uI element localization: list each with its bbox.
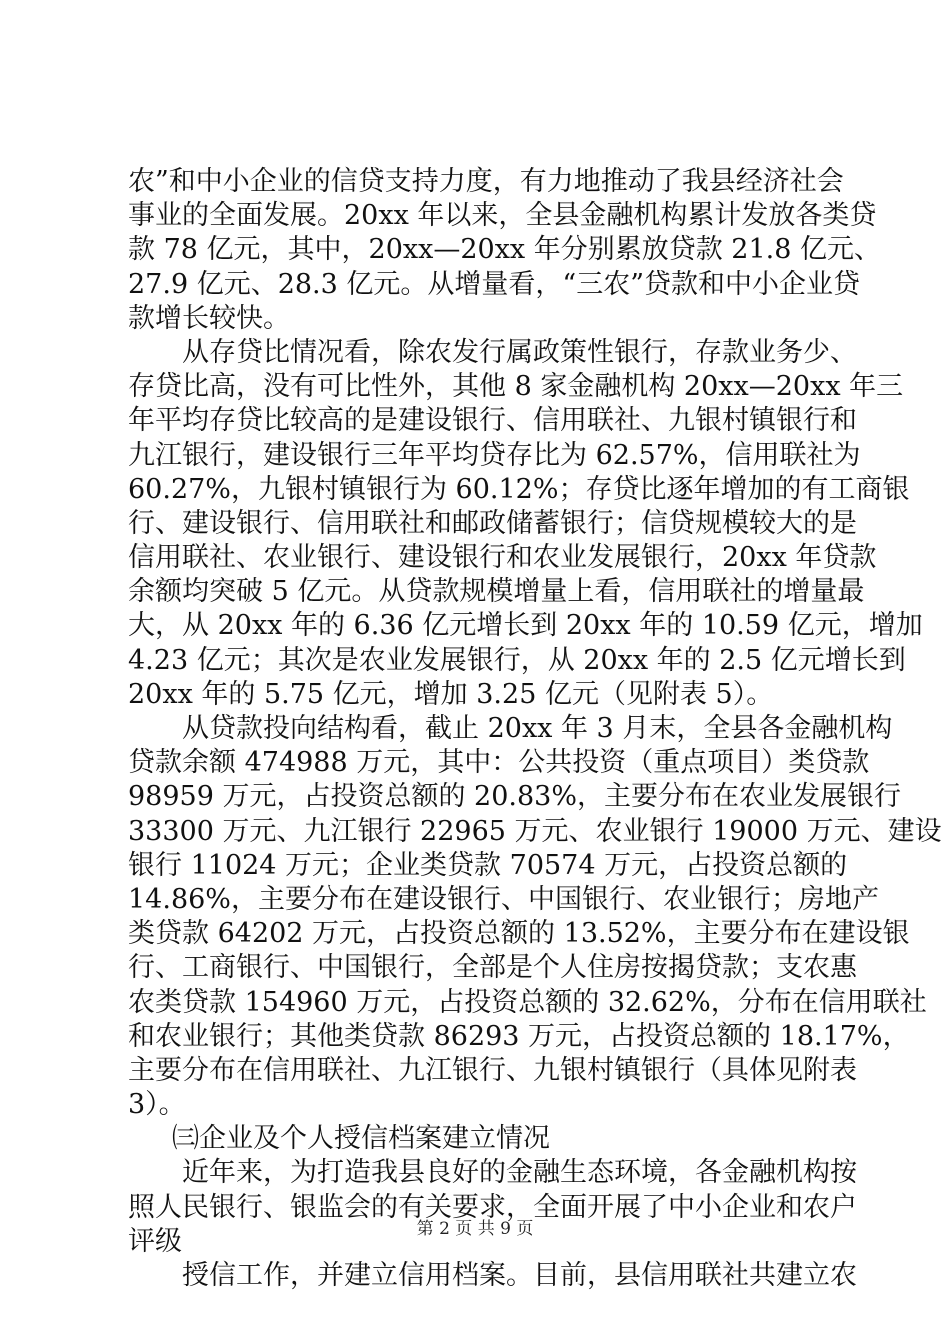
body-line: 农”和中小企业的信贷支持力度，有力地推动了我县经济社会 (128, 166, 844, 197)
body-line: 20xx 年的 5.75 亿元，增加 3.25 亿元（见附表 5）。 (128, 678, 774, 710)
body-line: 照人民银行、银监会的有关要求，全面开展了中小企业和农户 (128, 1191, 857, 1223)
body-line: 存贷比高，没有可比性外，其他 8 家金融机构 20xx—20xx 年三 (128, 371, 904, 403)
body-line: 主要分布在信用联社、九江银行、九银村镇银行（具体见附表 (128, 1054, 857, 1086)
section-heading: ㈢企业及个人授信档案建立情况 (172, 1123, 550, 1155)
body-line: 98959 万元，占投资总额的 20.83%，主要分布在农业发展银行 (128, 781, 902, 813)
paragraph-start-line: 近年来，为打造我县良好的金融生态环境，各金融机构按 (182, 1157, 857, 1189)
body-line: 14.86%，主要分布在建设银行、中国银行、农业银行；房地产 (128, 883, 879, 915)
body-line: 事业的全面发展。20xx 年以来，全县金融机构累计发放各类贷 (128, 200, 877, 232)
body-line: 33300 万元、九江银行 22965 万元、农业银行 19000 万元、建设 (128, 815, 942, 847)
body-line: 行、工商银行、中国银行，全部是个人住房按揭贷款；支农惠 (128, 952, 857, 984)
paragraph-start-line: 授信工作，并建立信用档案。目前，县信用联社共建立农 (182, 1260, 857, 1291)
body-line: 27.9 亿元、28.3 亿元。从增量看，“三农”贷款和中小企业贷 (128, 268, 861, 300)
document-body (128, 165, 942, 1293)
body-line: 评级 (128, 1225, 182, 1257)
body-line: 农类贷款 154960 万元，占投资总额的 32.62%，分布在信用联社 (128, 986, 927, 1018)
body-line: 3）。 (128, 1089, 186, 1121)
body-line: 款增长较快。 (128, 302, 290, 334)
page-number-label: 第 2 页 共 9 页 (416, 1219, 534, 1239)
body-line: 4.23 亿元；其次是农业发展银行，从 20xx 年的 2.5 亿元增长到 (128, 644, 906, 676)
page-footer (0, 1214, 950, 1239)
body-line: 类贷款 64202 万元，占投资总额的 13.52%，主要分布在建设银 (128, 918, 910, 950)
paragraph-start-line: 从贷款投向结构看，截止 20xx 年 3 月末，全县各金融机构 (182, 713, 893, 744)
body-line: 银行 11024 万元；企业类贷款 70574 万元，占投资总额的 (128, 849, 848, 881)
body-line: 行、建设银行、信用联社和邮政储蓄银行；信贷规模较大的是 (128, 507, 857, 539)
body-line: 年平均存贷比较高的是建设银行、信用联社、九银村镇银行和 (128, 405, 857, 437)
body-line: 款 78 亿元，其中，20xx—20xx 年分别累放贷款 21.8 亿元、 (128, 234, 882, 266)
body-line: 60.27%，九银村镇银行为 60.12%；存贷比逐年增加的有工商银 (128, 473, 910, 505)
paragraph-start-line: 从存贷比情况看，除农发行属政策性银行，存款业务少、 (182, 336, 857, 368)
body-line: 和农业银行；其他类贷款 86293 万元，占投资总额的 18.17%， (128, 1020, 910, 1052)
body-line: 贷款余额 474988 万元，其中：公共投资（重点项目）类贷款 (128, 747, 870, 779)
body-line: 信用联社、农业银行、建设银行和农业发展银行，20xx 年贷款 (128, 542, 877, 574)
body-line: 大，从 20xx 年的 6.36 亿元增长到 20xx 年的 10.59 亿元，增加 (128, 610, 923, 642)
body-line: 九江银行，建设银行三年平均贷存比为 62.57%，信用联社为 (128, 439, 861, 471)
body-line: 余额均突破 5 亿元。从贷款规模增量上看，信用联社的增量最 (128, 576, 865, 608)
